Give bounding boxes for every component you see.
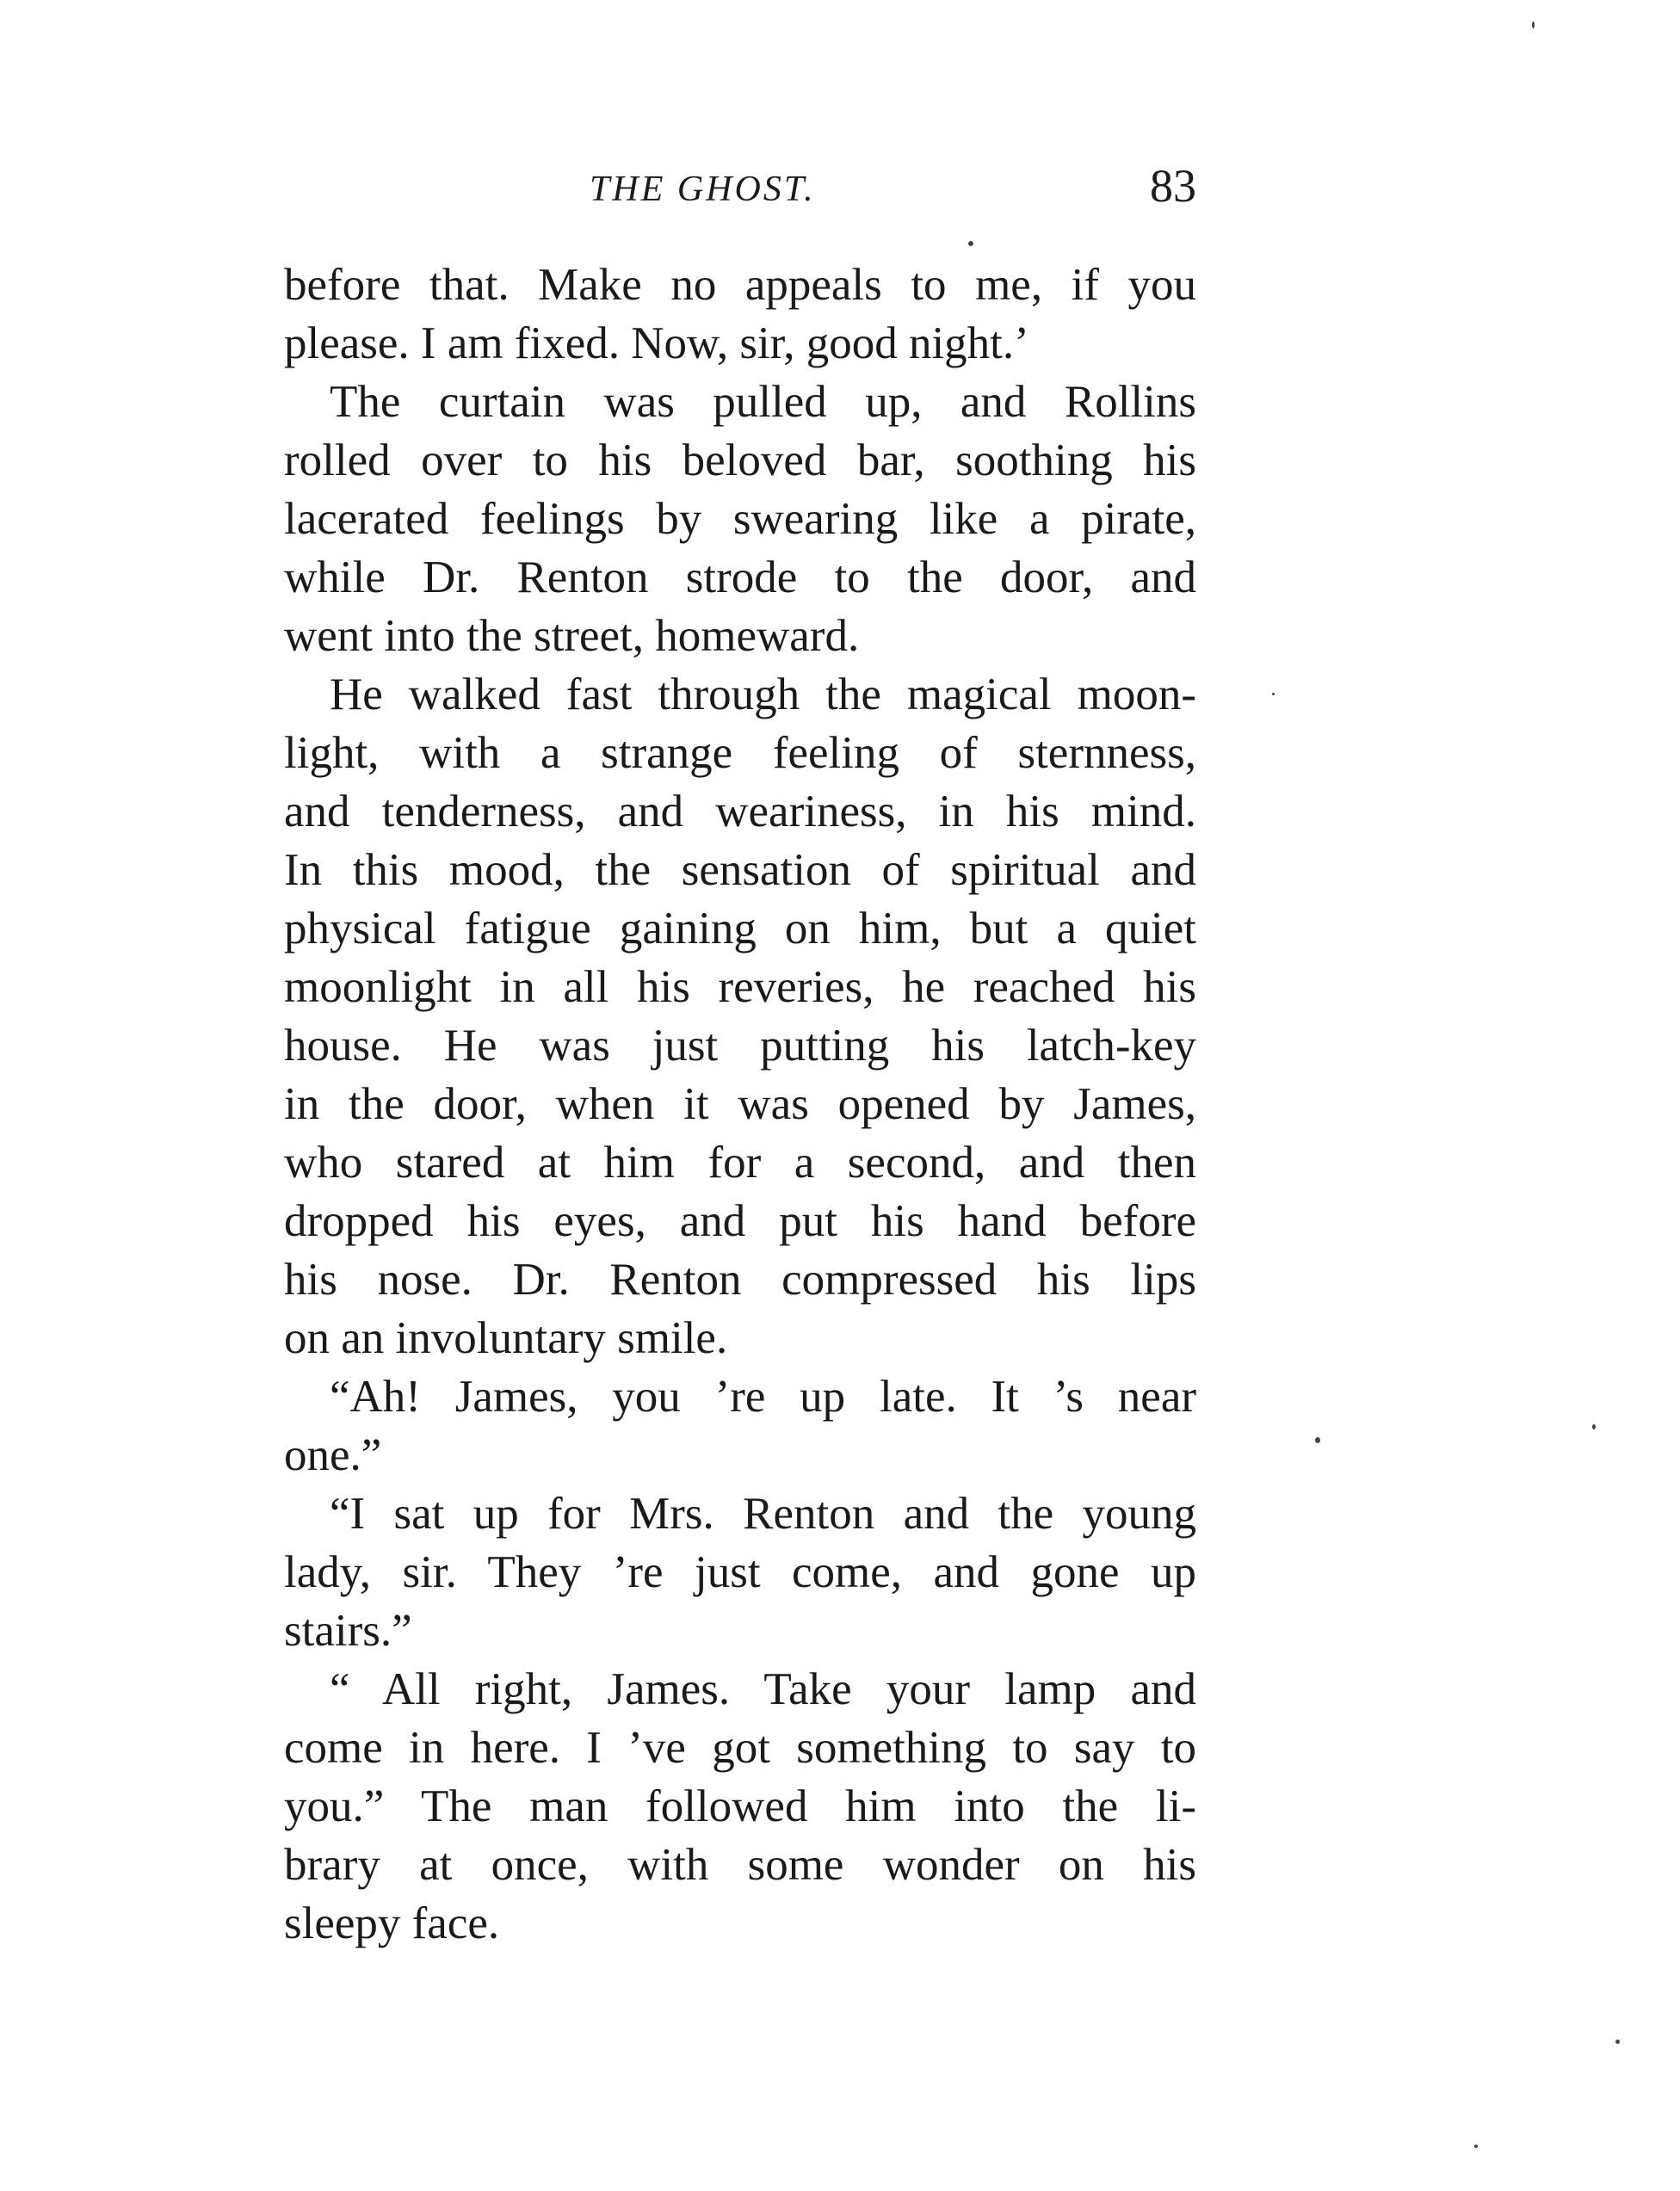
paragraph [284,1660,1196,1953]
text-line: who stared at him for a second, and then [284,1138,1196,1188]
text-line: rolled over to his beloved bar, soothing his [284,435,1196,485]
text-line: lacerated feelings by swearing like a pirate, [284,494,1196,544]
text-line: dropped his eyes, and put his hand before [284,1196,1196,1246]
text-line: in the door, when it was opened by James, [284,1079,1196,1129]
text-line: sleepy face. [284,1898,500,1948]
text-line: and tenderness, and weariness, in his mind. [284,787,1196,836]
text-line: “ All right, James. Take your lamp and [330,1664,1196,1714]
text-line: physical fatigue gaining on him, but a quiet [284,904,1196,954]
text-line: lady, sir. They ’re just come, and gone up [284,1547,1196,1597]
paragraph [284,1484,1196,1660]
text-line: “Ah! James, you ’re up late. It ’s near [330,1372,1196,1422]
paragraph [284,373,1196,665]
text-line: In this mood, the sensation of spiritual and [284,845,1196,895]
text-line: while Dr. Renton strode to the door, and [284,552,1196,602]
text-line: He walked fast through the magical moon- [330,670,1196,719]
text-line: house. He was just putting his latch-key [284,1021,1196,1071]
text-line: brary at once, with some wonder on his [284,1840,1196,1890]
text-line: please. I am fixed. Now, sir, good night.’ [284,318,1029,368]
text-line: on an involuntary smile. [284,1313,728,1363]
text-line: stairs.” [284,1606,412,1656]
scan-speck [1615,2040,1620,2044]
scan-speck [1474,2145,1478,2148]
running-title: THE GHOST. [590,170,816,209]
page-header [284,159,1196,219]
text-line: light, with a strange feeling of sternness, [284,728,1196,778]
text-line: moonlight in all his reveries, he reached his [284,962,1196,1012]
text-line: “I sat up for Mrs. Renton and the young [330,1489,1196,1539]
text-line: one.” [284,1430,382,1480]
body-text [284,256,1196,1953]
scan-speck [1315,1437,1320,1443]
paragraph [284,256,1196,373]
text-line: you.” The man followed him into the li- [284,1781,1196,1831]
text-line: went into the street, homeward. [284,611,860,661]
paragraph [284,665,1196,1367]
scan-speck [1532,22,1535,28]
scan-speck [1272,693,1275,695]
text-line: The curtain was pulled up, and Rollins [330,377,1196,427]
scan-speck [968,241,973,246]
paragraph [284,1367,1196,1484]
text-line: come in here. I ’ve got something to say to [284,1723,1196,1773]
text-line: his nose. Dr. Renton compressed his lips [284,1255,1196,1305]
page-number: 83 [1150,160,1196,212]
scan-speck [1592,1424,1596,1429]
text-line: before that. Make no appeals to me, if you [284,260,1196,310]
